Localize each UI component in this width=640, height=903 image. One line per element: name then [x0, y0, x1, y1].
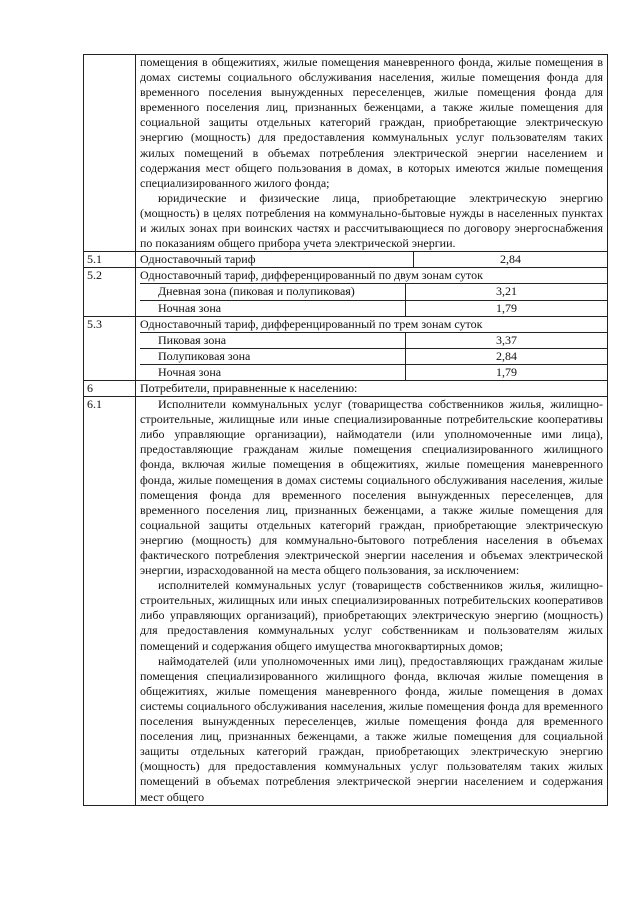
tariff-table [83, 54, 608, 806]
table-row-6 [84, 380, 608, 396]
zone-row [140, 283, 607, 299]
tariff-label: Одноставочный тариф, дифференцированный по двум зонам суток [140, 268, 483, 283]
zone-value: 1,79 [496, 300, 517, 315]
zone-row [140, 348, 607, 364]
zone-value: 1,79 [496, 364, 517, 379]
row-number: 6 [84, 380, 136, 396]
row-content [136, 252, 608, 268]
table-row-6-1 [84, 397, 608, 806]
row-heading: Потребители, приравненные к населению: [136, 380, 608, 396]
zone-label: Ночная зона [140, 365, 406, 380]
row-number: 6.1 [84, 397, 136, 806]
tariff-label: Одноставочный тариф [140, 252, 414, 267]
row-number-empty [84, 55, 136, 252]
row-text-cell [136, 55, 608, 252]
zone-label: Ночная зона [140, 301, 406, 316]
paragraph-2: исполнителей коммунальных услуг (товариществ собственников жилья, жилищно-строительных, жилищных или иных специализированных потребительских кооперативов либо управляющих организаций), приобретающих электрическую энергию (мощность) для предоставления коммунальных услуг собственникам и пользователям жилых помещений и содержания общего имущества многоквартирных домов; [140, 578, 603, 653]
tariff-value: 2,84 [500, 252, 521, 267]
zone-row [140, 300, 607, 316]
row-text-cell [136, 397, 608, 806]
zone-label: Пиковая зона [140, 333, 406, 348]
intro-paragraph-2: юридические и физические лица, приобретающие электрическую энергию (мощность) в целях потребления на коммунально-бытовые нужды в населенных пунктах и жилых зонах при воинских частях и рассчитывающиеся по договору энергоснабжения по показаниям общего прибора учета электрической энергии. [140, 190, 603, 251]
row-content [136, 316, 608, 380]
zone-value: 3,37 [496, 332, 517, 347]
zone-row [140, 332, 607, 348]
tariff-document-page [83, 54, 608, 806]
paragraph-3: наймодателей (или уполномоченных ими лиц), предоставляющих гражданам жилые помещения специализированного жилищного фонда, включая жилые помещения в общежитиях, жилые помещения маневренного фонда, жилые помещения в домах системы социального обслуживания населения, жилые помещения фонда для временного поселения вынужденных переселенцев, жилые помещения фонда для временного поселения лиц, признанных беженцами, а также жилые помещения для социальной защиты отдельных категорий граждан, приобретающих электрическую энергию (мощность) для предоставления коммунальных услуг пользователям таких жилых помещений в объемах потребления электрической энергии населением и содержания мест общего [140, 653, 603, 804]
tariff-label: Одноставочный тариф, дифференцированный по трем зонам суток [140, 316, 483, 331]
table-row-intro [84, 55, 608, 252]
intro-paragraph-1: помещения в общежитиях, жилые помещения маневренного фонда, жилые помещения в домах системы социального обслуживания населения, жилые помещения фонда для временного поселения вынужденных переселенцев, жилые помещения фонда для временного поселения лиц, признанных беженцами, а также жилые помещения для социальной защиты отдельных категорий граждан, приобретающие электрическую энергию (мощность) для предоставления коммунальных услуг пользователям таких жилых помещений в объемах потребления электрической энергии населением и содержания мест общего пользования в домах, в которых имеются жилые помещения специализированного жилого фонда; [140, 55, 603, 190]
table-row-5-1 [84, 252, 608, 268]
zone-label: Дневная зона (пиковая и полупиковая) [140, 284, 406, 299]
zone-value: 2,84 [496, 348, 517, 363]
zone-label: Полупиковая зона [140, 349, 406, 364]
zone-row [140, 364, 607, 380]
paragraph-1: Исполнители коммунальных услуг (товарищества собственников жилья, жилищно-строительные, жилищные или иные специализированные потребительские кооперативы либо управляющие организации), наймодатели (или уполномоченные ими лица), предоставляющие гражданам жилые помещения специализированного жилищного фонда, включая жилые помещения в общежитиях, жилые помещения маневренного фонда, жилые помещения в домах системы социального обслуживания населения, жилые помещения фонда для временного поселения вынужденных переселенцев, для временного поселения лиц, признанных беженцами, а также жилые помещения для социальной защиты отдельных категорий граждан, приобретающие электрическую энергию (мощность) для коммунально-бытового потребления населения в объемах фактического потребления электрической энергии населения и объемах электрической энергии, израсходованной на места общего пользования, за исключением: [140, 397, 603, 578]
row-number: 5.2 [84, 268, 136, 316]
table-row-5-3 [84, 316, 608, 380]
row-number: 5.1 [84, 252, 136, 268]
row-number: 5.3 [84, 316, 136, 380]
row-content [136, 268, 608, 316]
table-row-5-2 [84, 268, 608, 316]
zone-value: 3,21 [496, 284, 517, 299]
